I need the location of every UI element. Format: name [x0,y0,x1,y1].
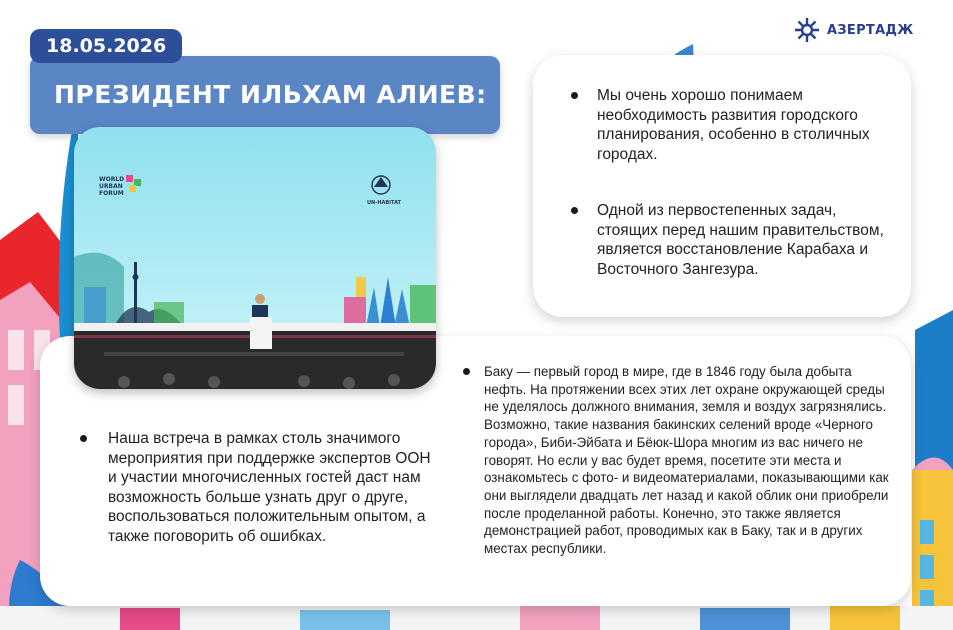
forum-title-line: WORLD [99,176,125,183]
date-badge: 18.05.2026 [30,29,182,63]
forum-title-line: URBAN [99,183,123,190]
quote-item: Мы очень хорошо понимаем необходимость развития городского планирования, особенно в столичных городах. [533,86,911,164]
quote-list-left [40,429,435,546]
logo-text: АЗЕРТАДЖ [827,22,914,38]
quote-card-top [533,55,911,317]
forum-title-line: FORUM [99,190,124,197]
azertac-logo-icon [793,16,821,44]
quote-item: Наша встреча в рамках столь значимого мероприятия при поддержке экспертов ООН и участии многочисленных гостей даст нам возможность больше узнать друг о друге, воспользоваться положительным опытом, а также поговорить об ошибках. [40,429,435,546]
quote-list-top [533,86,911,279]
quote-list-right [453,363,893,558]
page-title: ПРЕЗИДЕНТ ИЛЬХАМ АЛИЕВ: [54,80,487,109]
azertac-logo [793,16,914,44]
un-habitat-label: UN-HABITAT [367,200,401,206]
quote-item: Одной из первостепенных задач, стоящих перед нашим правительством, является восстановление Карабаха и Восточного Зангезура. [533,201,911,279]
title-box [30,56,500,134]
quote-item: Баку — первый город в мире, где в 1846 году была добыта нефть. На протяжении всех этих лет охране окружающей среды не уделялось должного внимания, земля и воздух загрязнялись. Возможно, такие названия бакинских селений вроде «Черного города», Биби-Эйбата и Бёюк-Шора многим из вас ничего не говорят. Но если у вас будет время, посетите эти места и ознакомьтесь с фото- и видеоматериалами, показывающими как они выглядели двадцать лет назад и какой облик они приобрели после проделанной работы. Конечно, это также является демонстрацией работ, проводимых как в Баку, так и в других местах республики. [453,363,893,558]
forum-photo [74,127,436,389]
forum-stage-image [74,127,436,389]
